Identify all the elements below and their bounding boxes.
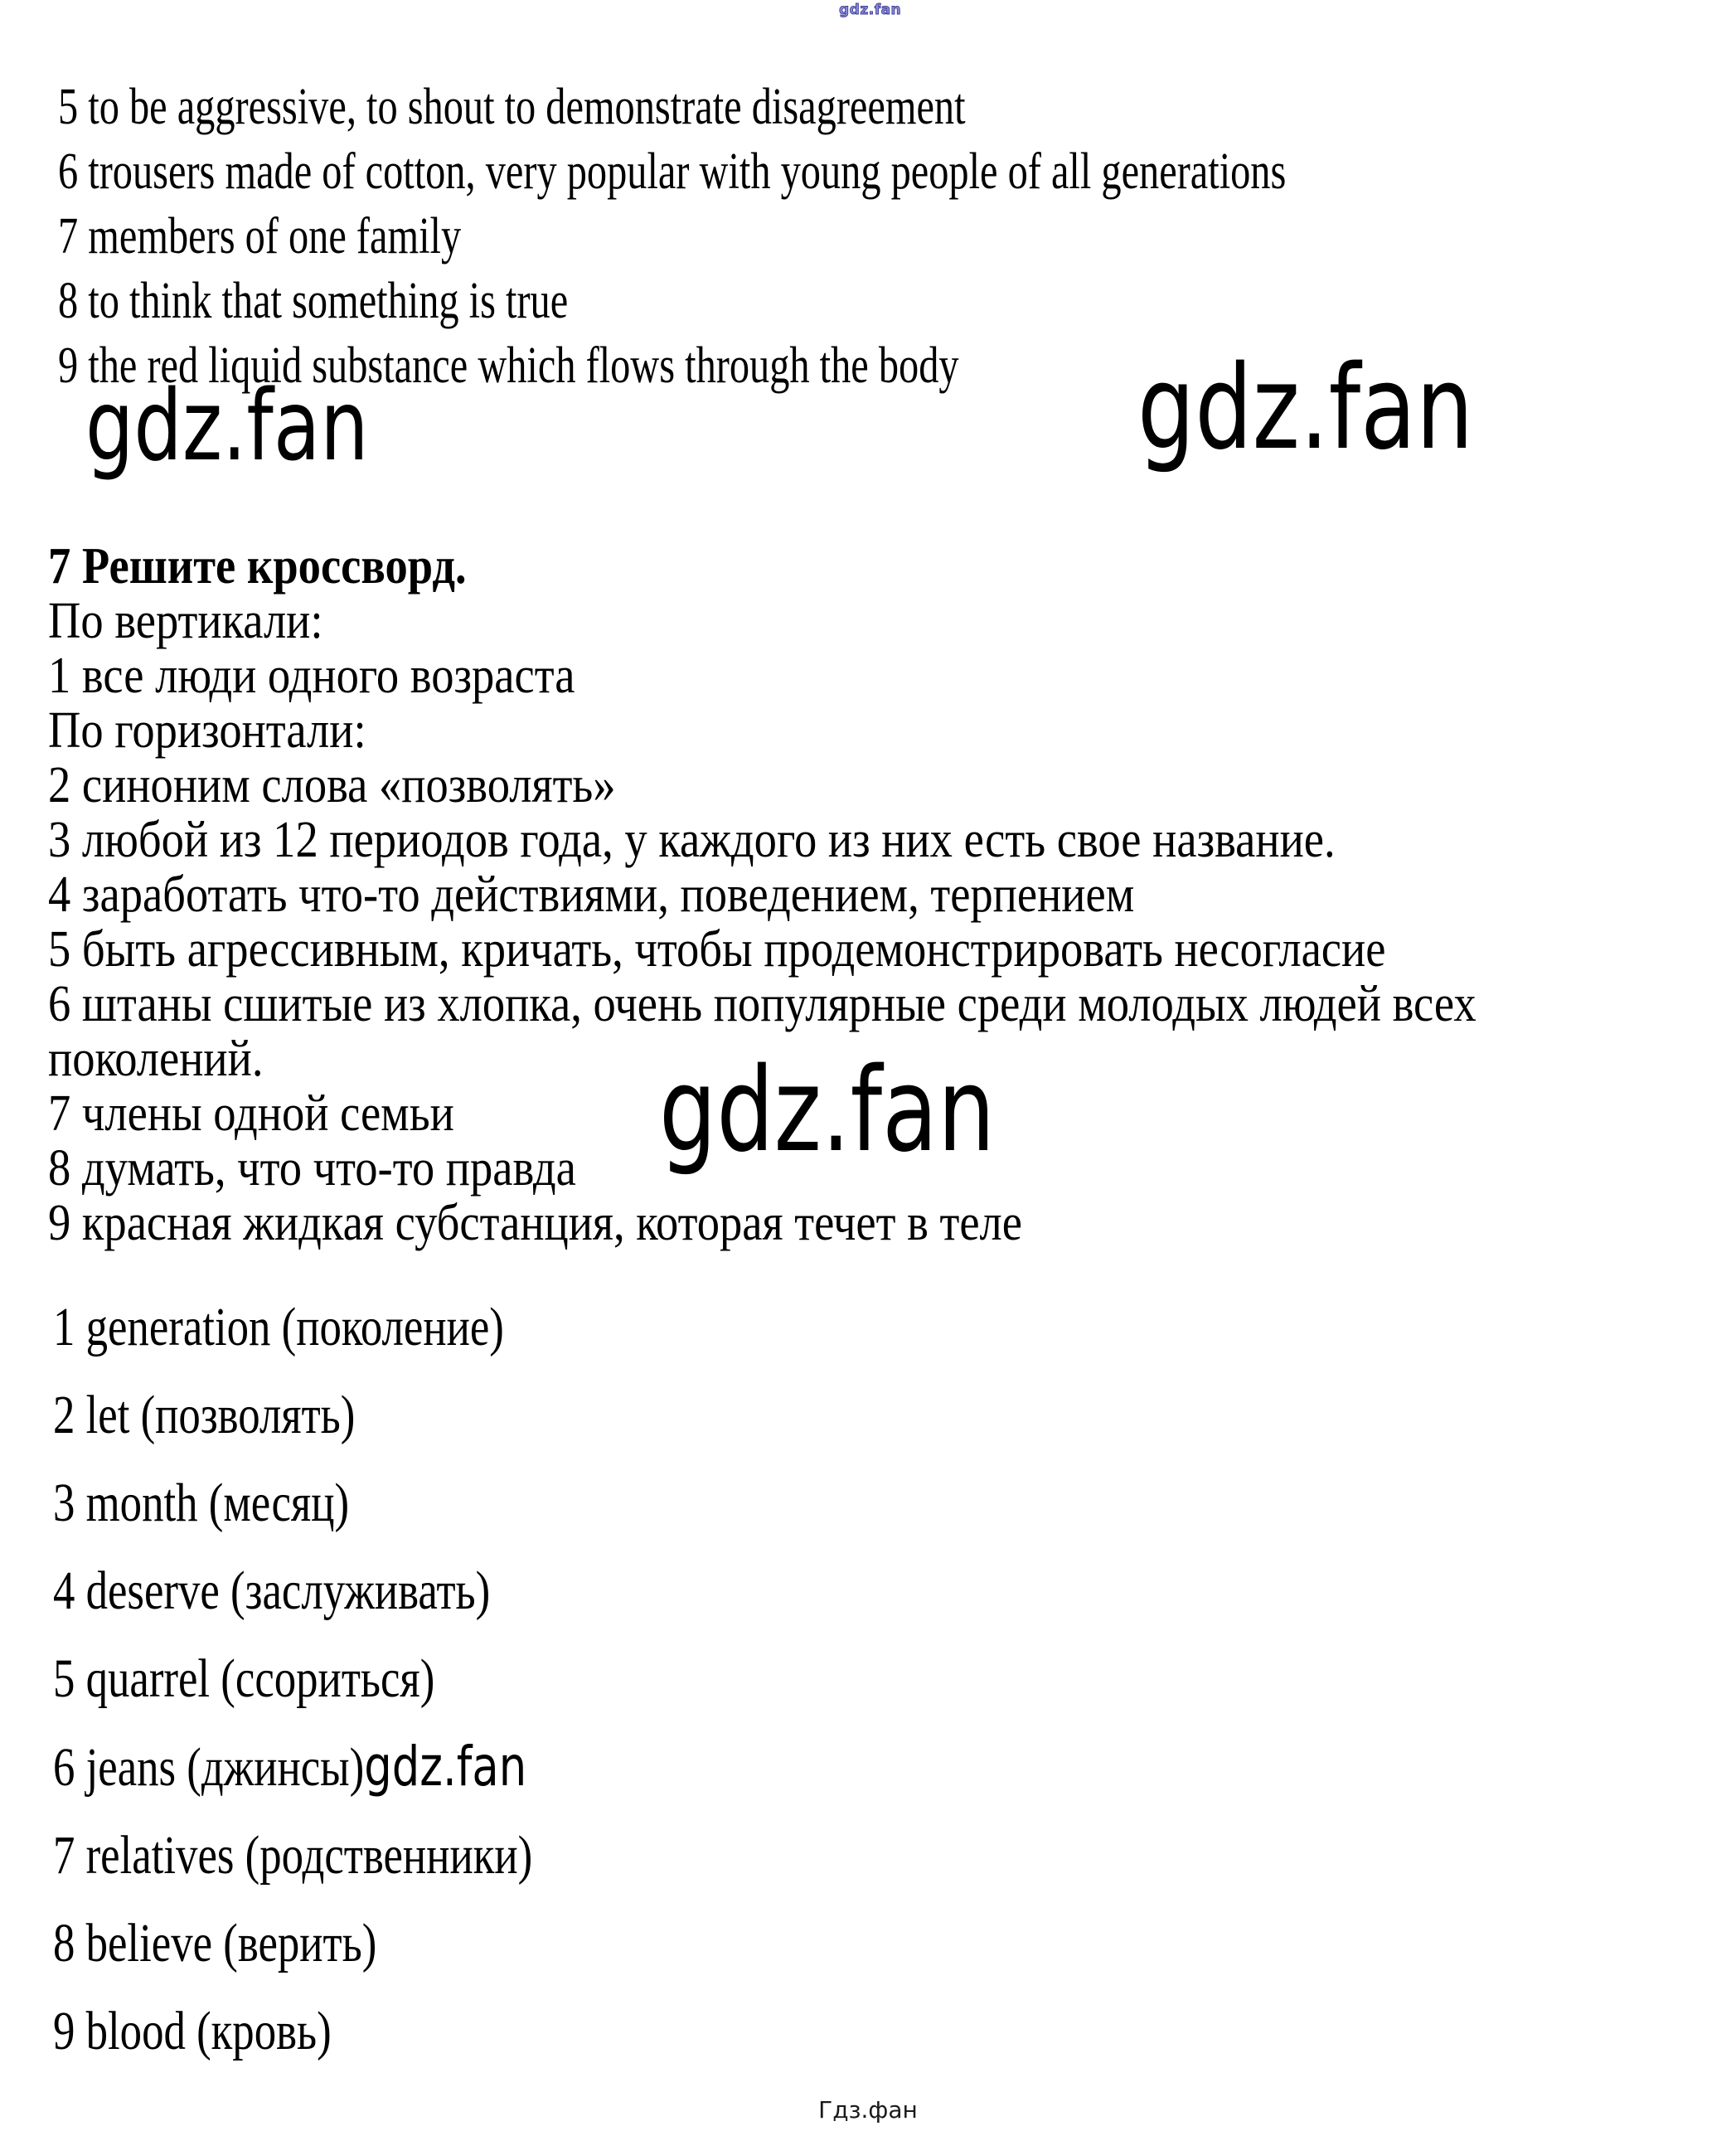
answer-9: 9 blood (кровь) — [53, 2001, 332, 2061]
site-watermark-top: gdz.fan — [839, 2, 902, 18]
answer-7: 7 relatives (родственники) — [53, 1825, 533, 1886]
english-clue-8: 8 to think that something is true — [58, 273, 569, 329]
answer-6-text: 6 jeans (джинсы) — [53, 1737, 365, 1798]
crossword-clue-ru-5: 5 быть агрессивным, кричать, чтобы продемонстрировать несогласие — [48, 921, 1386, 978]
crossword-clue-ru-3: 3 любой из 12 периодов года, у каждого из них есть свое название. — [48, 812, 1336, 868]
footer-site-name: Гдз.фан — [818, 2096, 918, 2124]
answer-1: 1 generation (поколение) — [53, 1297, 504, 1357]
crossword-clue-ru-7: 7 члены одной семьи — [48, 1085, 454, 1142]
crossword-clue-ru-9: 9 красная жидкая субстанция, которая течет в теле — [48, 1195, 1022, 1251]
english-clues-list — [58, 75, 1286, 398]
crossword-clue-ru-6-wrap: поколений. — [48, 1031, 264, 1087]
crossword-task-heading: 7 Решите кроссворд. — [48, 538, 467, 595]
answer-8: 8 believe (верить) — [53, 1913, 377, 1973]
crossword-clue-ru-8: 8 думать, что что-то правда — [48, 1140, 576, 1197]
crossword-horizontal-label: По горизонтали: — [48, 702, 366, 759]
crossword-clue-ru-6: 6 штаны сшитые из хлопка, очень популярные среди молодых людей всех — [48, 976, 1477, 1032]
answer-5: 5 quarrel (ссориться) — [53, 1648, 435, 1709]
crossword-clue-ru-1: 1 все люди одного возраста — [48, 648, 575, 704]
crossword-clue-ru-2: 2 синоним слова «позволять» — [48, 757, 616, 813]
answers-list — [53, 1284, 532, 2075]
site-watermark-right: gdz.fan — [1137, 341, 1474, 476]
english-clue-6: 6 trousers made of cotton, very popular with young people of all generations — [58, 143, 1287, 200]
english-clue-9: 9 the red liquid substance which flows through the body — [58, 337, 959, 394]
site-watermark-left: gdz.fan — [85, 368, 369, 483]
crossword-vertical-label: По вертикали: — [48, 593, 323, 649]
english-clue-7: 7 members of one family — [58, 208, 462, 265]
answer-4: 4 deserve (заслуживать) — [53, 1561, 491, 1621]
answer-3: 3 month (месяц) — [53, 1473, 350, 1533]
crossword-clue-ru-4: 4 заработать что-то действиями, поведением, терпением — [48, 866, 1135, 923]
answer-6 — [53, 1723, 532, 1812]
site-watermark-middle: gdz.fan — [659, 1043, 996, 1178]
english-clue-5: 5 to be aggressive, to shout to demonstrate disagreement — [58, 79, 966, 135]
site-watermark-inline: gdz.fan — [364, 1735, 527, 1798]
answer-2: 2 let (позволять) — [53, 1385, 356, 1445]
